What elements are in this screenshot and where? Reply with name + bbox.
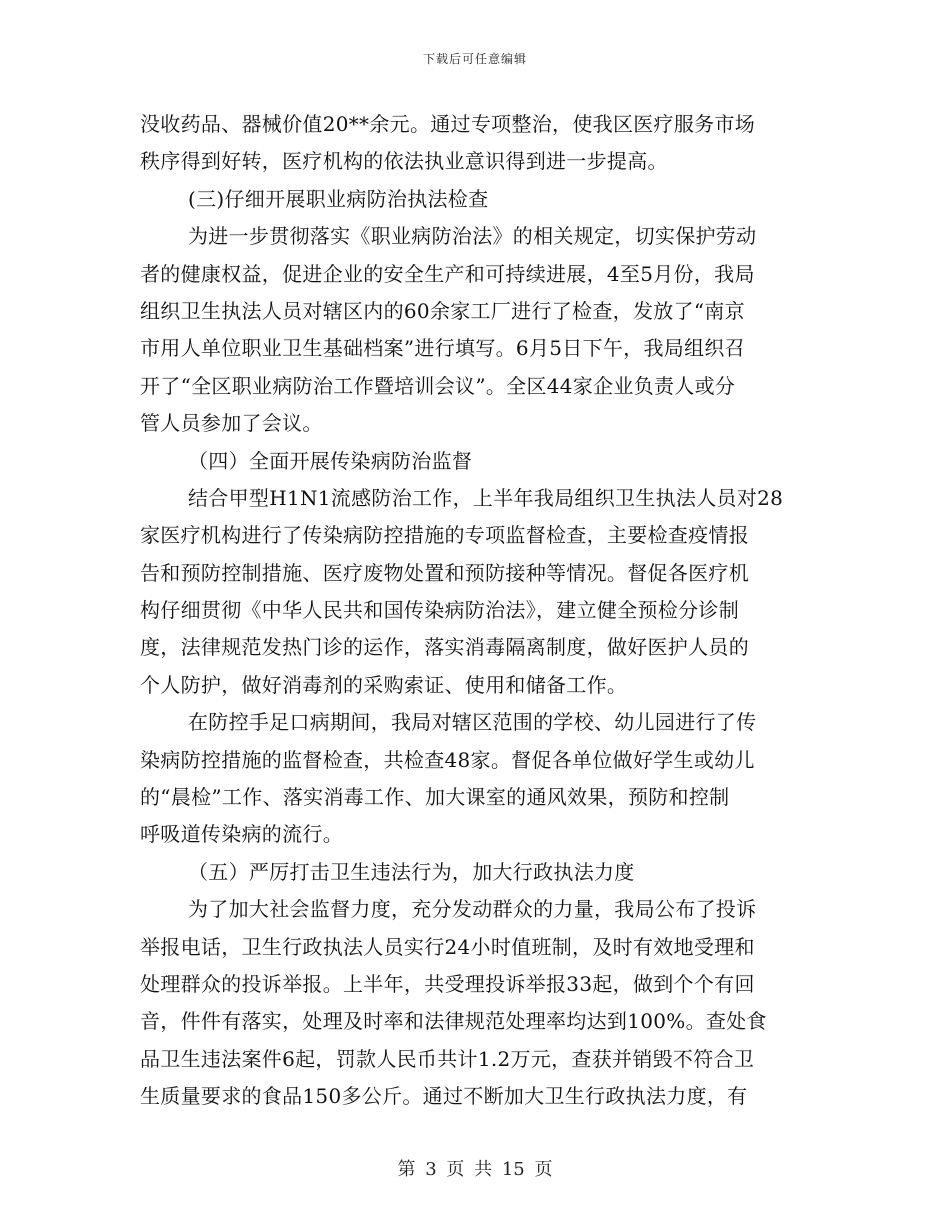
text-line: 管人员参加了会议。 — [140, 411, 323, 436]
document-body — [140, 106, 820, 1116]
text-line: 在防控手足口病期间，我局对辖区范围的学校、幼儿园进行了传 — [188, 710, 757, 735]
section-heading: （五）严厉打击卫生违法行为，加大行政执法力度 — [188, 859, 635, 884]
text-line: 染病防控措施的监督检查，共检查48家。督促各单位做好学生或幼儿 — [140, 747, 755, 772]
text-line: 家医疗机构进行了传染病防控措施的专项监督检查，主要检查疫情报 — [140, 523, 749, 548]
text-line: 组织卫生执法人员对辖区内的60余家工厂进行了检查，发放了“南京 — [140, 298, 745, 323]
text-line: 举报电话，卫生行政执法人员实行24小时值班制，及时有效地受理和 — [140, 934, 755, 959]
text-line: 品卫生违法案件6起，罚款人民币共计1.2万元，查获并销毁不符合卫 — [140, 1046, 755, 1071]
text-line: 的“晨检”工作、落实消毒工作、加大课室的通风效果，预防和控制 — [140, 785, 730, 810]
text-line: 者的健康权益，促进企业的安全生产和可持续进展，4至5月份，我局 — [140, 261, 755, 286]
page-header: 下载后可任意编辑 — [422, 52, 527, 66]
text-line: 开了“全区职业病防治工作暨培训会议”。全区44家企业负责人或分 — [140, 373, 736, 398]
text-line: 呼吸道传染病的流行。 — [140, 822, 343, 847]
text-line: 为了加大社会监督力度，充分发动群众的力量，我局公布了投诉 — [188, 897, 757, 922]
section-heading: （四）全面开展传染病防治监督 — [188, 448, 473, 473]
section-heading: (三)仔细开展职业病防治执法检查 — [188, 186, 489, 211]
text-line: 秩序得到好转，医疗机构的依法执业意识得到进一步提高。 — [140, 149, 668, 174]
text-line: 为进一步贯彻落实《职业病防治法》的相关规定，切实保护劳动 — [188, 224, 757, 249]
text-line: 处理群众的投诉举报。上半年，共受理投诉举报33起，做到个个有回 — [140, 971, 755, 996]
text-line: 市用人单位职业卫生基础档案”进行填写。6月5日下午，我局组织召 — [140, 336, 745, 361]
text-line: 结合甲型H1N1流感防治工作，上半年我局组织卫生执法人员对28 — [188, 485, 784, 510]
text-line: 个人防护，做好消毒剂的采购索证、使用和储备工作。 — [140, 672, 628, 697]
page-number-footer: 第 3 页 共 15 页 — [397, 1159, 553, 1180]
text-line: 构仔细贯彻《中华人民共和国传染病防治法》，建立健全预检分诊制 — [140, 598, 739, 623]
text-line: 度，法律规范发热门诊的运作，落实消毒隔离制度，做好医护人员的 — [140, 635, 749, 660]
text-line: 生质量要求的食品150多公斤。通过不断加大卫生行政执法力度，有 — [140, 1084, 748, 1109]
text-line: 没收药品、器械价值20**余元。通过专项整治，使我区医疗服务市场 — [140, 112, 756, 136]
text-line: 音，件件有落实，处理及时率和法律规范处理率均达到100%。查处食 — [140, 1009, 767, 1034]
text-line: 告和预防控制措施、医疗废物处置和预防接种等情况。督促各医疗机 — [140, 560, 749, 585]
